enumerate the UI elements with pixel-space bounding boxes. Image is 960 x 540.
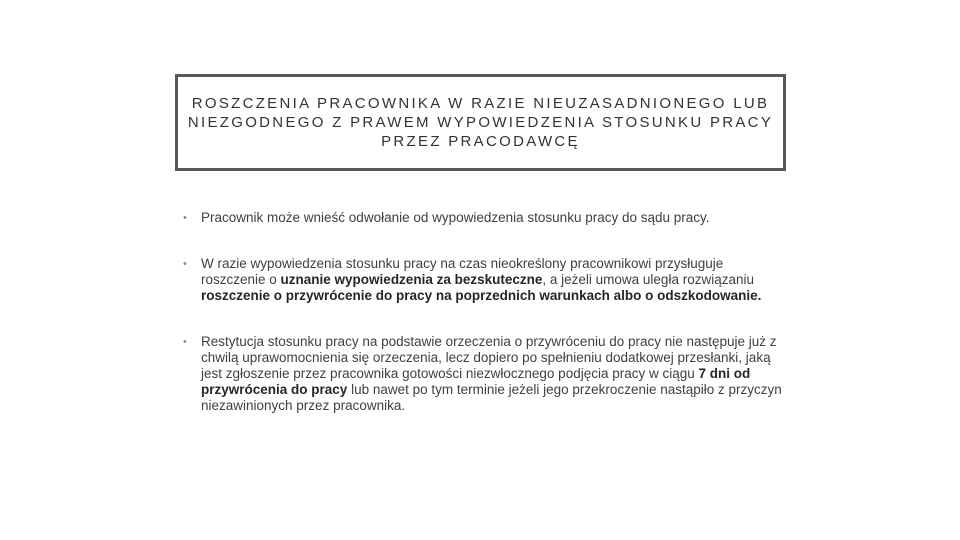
bullet-item-3 (183, 334, 783, 414)
bullet-3-bold-part-1: 7 dni od przywrócenia do pracy (201, 366, 751, 397)
bullet-2-bold-part-1: uznanie wypowiedzenia za bezskuteczne (280, 272, 543, 287)
bullet-2-text-part-1: W razie wypowiedzenia stosunku pracy na czas nieokreślony pracownikowi przysługuje roszczenie o (201, 256, 724, 287)
title-box (175, 74, 786, 171)
bullet-marker: • (183, 212, 187, 224)
bullet-list (183, 210, 783, 414)
bullet-3-text-part-2: lub nawet po tym terminie jeżeli jego przekroczenie nastąpiło z przyczyn niezawinionych przez pracownika. (201, 382, 782, 413)
bullet-1-text: Pracownik może wnieść odwołanie od wypowiedzenia stosunku pracy do sądu pracy. (201, 210, 710, 225)
bullet-marker: • (183, 336, 187, 348)
bullet-item-1 (183, 210, 783, 226)
bullet-3-text-part-1: Restytucja stosunku pracy na podstawie orzeczenia o przywróceniu do pracy nie następuje już z chwilą uprawomocnienia się orzeczenia, lecz dopiero po spełnieniu dodatkowej przesłanki, jaką jest zgłoszenie przez pracownika gotowości niezwłocznego podjęcia pracy w ciągu (201, 334, 777, 381)
bullet-2-bold-part-2: roszczenie o przywrócenie do pracy na poprzednich warunkach albo o odszkodowanie. (201, 288, 762, 303)
bullet-marker: • (183, 258, 187, 270)
bullet-item-2 (183, 256, 783, 304)
bullet-2-text-part-2: , a jeżeli umowa uległa rozwiązaniu (542, 272, 754, 287)
slide-title: ROSZCZENIA PRACOWNIKA W RAZIE NIEUZASADNIONEGO LUB NIEZGODNEGO Z PRAWEM WYPOWIEDZENIA STOSUNKU PRACY PRZEZ PRACODAWCĘ (187, 95, 774, 150)
